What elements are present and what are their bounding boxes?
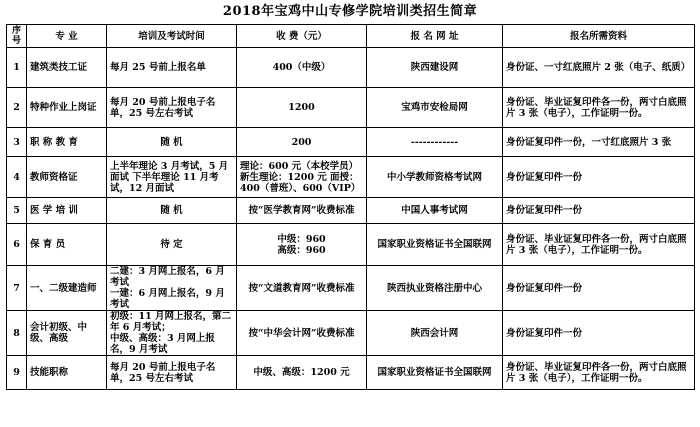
table-row: [7, 128, 695, 157]
row-fee: [237, 224, 367, 266]
row-site: 国家职业资格证书全国联网: [367, 224, 503, 266]
row-seq: 5: [7, 198, 27, 224]
row-major: 一、二级建造师: [27, 266, 107, 311]
row-major: 技能职称: [27, 356, 107, 390]
row-site: 中国人事考试网: [367, 198, 503, 224]
row-site: ------------: [367, 128, 503, 157]
row-seq: 4: [7, 157, 27, 198]
row-major: 会计初级、中级、高级: [27, 311, 107, 356]
row-time: 每月 25 号前上报名单: [107, 48, 237, 88]
enrollment-table: [6, 24, 695, 390]
row-major: 保 育 员: [27, 224, 107, 266]
row-seq: 9: [7, 356, 27, 390]
row-fee: 1200: [237, 88, 367, 128]
time-line: 二建：3 月网上报名，6 月考试: [110, 266, 225, 288]
row-docs: 身份证、毕业证复印件各一份，两寸白底照片 3 张（电子），工作证明一份。: [503, 224, 695, 266]
time-line: 一建：6 月网上报名，9 月考试: [110, 288, 225, 310]
row-seq: 7: [7, 266, 27, 311]
header-time: 培训及考试时间: [107, 25, 237, 48]
row-fee: 按“医学教育网”收费标准: [237, 198, 367, 224]
row-fee: 200: [237, 128, 367, 157]
row-docs: 身份证复印件一份: [503, 198, 695, 224]
header-seq: 序号: [7, 25, 27, 48]
time-line: 初级：11 月网上报名，第二年 6 月考试；: [110, 311, 232, 333]
header-fee: 收 费（元）: [237, 25, 367, 48]
row-time: 每月 20 号前上报电子名单，25 号左右考试: [107, 356, 237, 390]
row-site: 陕西会计网: [367, 311, 503, 356]
fee-line: 中级：960: [277, 233, 326, 245]
row-time: 待 定: [107, 224, 237, 266]
row-site: 陕西执业资格注册中心: [367, 266, 503, 311]
table-row: [7, 198, 695, 224]
row-docs: 身份证、一寸红底照片 2 张（电子、纸质）: [503, 48, 695, 88]
table-row: [7, 157, 695, 198]
header-row: [7, 25, 695, 48]
row-fee: 理论：600 元（本校学员）新生理论：1200 元 面授：400（普班）、600（VIP）: [237, 157, 367, 198]
row-docs: 身份证复印件一份: [503, 311, 695, 356]
row-docs: 身份证复印件一份，一寸红底照片 3 张: [503, 128, 695, 157]
header-docs: 报名所需资料: [503, 25, 695, 48]
row-seq: 1: [7, 48, 27, 88]
row-docs: 身份证复印件一份: [503, 266, 695, 311]
row-fee: 400（中级）: [237, 48, 367, 88]
fee-line: 高级：960: [277, 244, 326, 256]
row-seq: 2: [7, 88, 27, 128]
table-row: [7, 48, 695, 88]
row-seq: 3: [7, 128, 27, 157]
row-major: 特种作业上岗证: [27, 88, 107, 128]
row-seq: 8: [7, 311, 27, 356]
row-site: 国家职业资格证书全国联网: [367, 356, 503, 390]
row-major: 建筑类技工证: [27, 48, 107, 88]
row-major: 医 学 培 训: [27, 198, 107, 224]
row-fee: 中级、高级：1200 元: [237, 356, 367, 390]
row-docs: 身份证复印件一份: [503, 157, 695, 198]
table-row: [7, 356, 695, 390]
table-row: [7, 224, 695, 266]
row-fee: 按“中华会计网”收费标准: [237, 311, 367, 356]
row-site: 中小学教师资格考试网: [367, 157, 503, 198]
row-site: 陕西建设网: [367, 48, 503, 88]
header-site: 报 名 网 址: [367, 25, 503, 48]
row-time: [107, 266, 237, 311]
row-fee: 按“文道教育网”收费标准: [237, 266, 367, 311]
row-time: [107, 311, 237, 356]
row-major: 教师资格证: [27, 157, 107, 198]
table-row: [7, 266, 695, 311]
table-row: [7, 311, 695, 356]
row-time: 随 机: [107, 128, 237, 157]
row-time: 上半年理论 3 月考试，5 月面试 下半年理论 11 月考试，12 月面试: [107, 157, 237, 198]
row-seq: 6: [7, 224, 27, 266]
row-time: 每月 20 号前上报电子名单，25 号左右考试: [107, 88, 237, 128]
row-docs: 身份证、毕业证复印件各一份，两寸白底照片 3 张（电子），工作证明一份。: [503, 356, 695, 390]
row-site: 宝鸡市安检局网: [367, 88, 503, 128]
time-line: 中级、高级：3 月网上报名，9 月考试: [110, 333, 215, 355]
row-docs: 身份证、毕业证复印件各一份，两寸白底照片 3 张（电子），工作证明一份。: [503, 88, 695, 128]
page-title: 2018年宝鸡中山专修学院培训类招生简章: [222, 4, 478, 19]
table-row: [7, 88, 695, 128]
row-major: 职 称 教 育: [27, 128, 107, 157]
header-major: 专 业: [27, 25, 107, 48]
row-time: 随 机: [107, 198, 237, 224]
